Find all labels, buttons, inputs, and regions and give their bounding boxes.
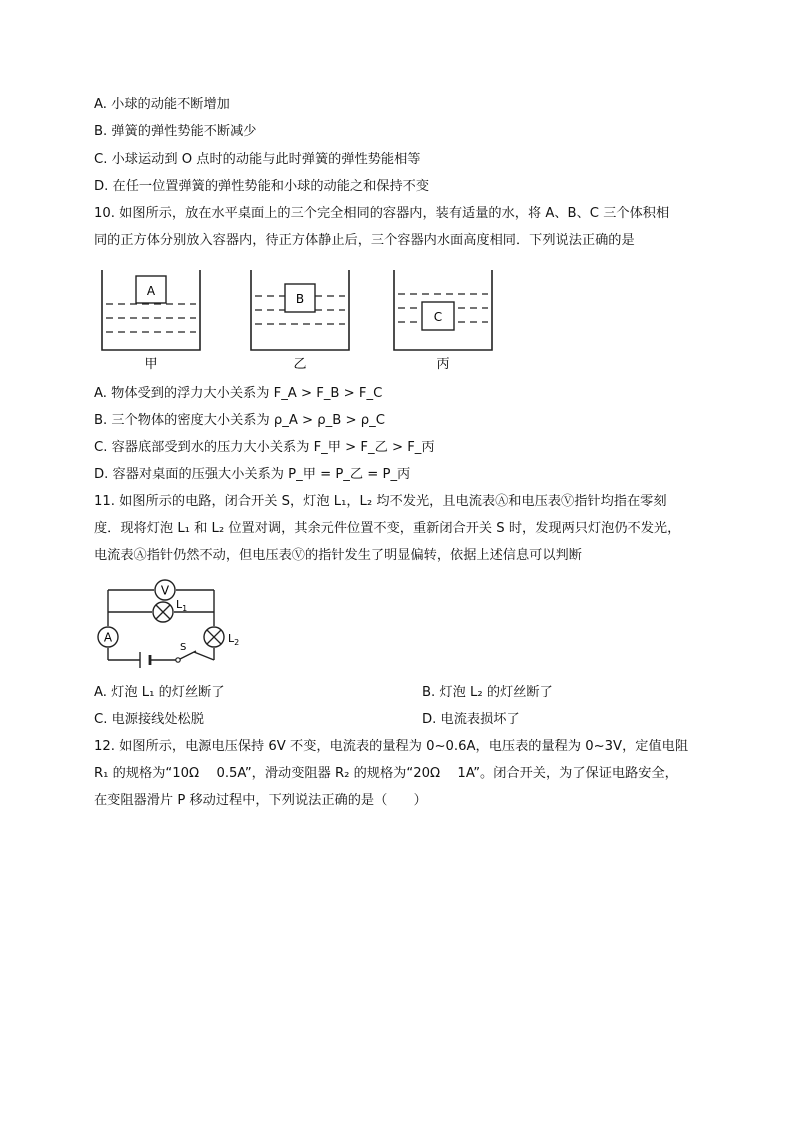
q9-option-d: D. 在任一位置弹簧的弹性势能和小球的动能之和保持不变	[94, 179, 430, 194]
q12-stem-line2: R₁ 的规格为“10Ω 0.5A”，滑动变阻器 R₂ 的规格为“20Ω 1A”。闭合开关，为了保证电路安全，	[94, 766, 678, 781]
containers-svg	[96, 266, 506, 374]
container-bing	[394, 270, 492, 350]
q11-stem-line3: 电流表Ⓐ指针仍然不动，但电压表Ⓥ的指针发生了明显偏转，依据上述信息可以判断	[94, 548, 582, 563]
block-c-label: C	[433, 310, 443, 324]
q10-option-d: D. 容器对桌面的压强大小关系为 P_甲 = P_乙 = P_丙	[94, 467, 411, 482]
container-yi	[251, 270, 349, 350]
switch-label: S	[180, 642, 187, 653]
q11-stem-line1: 11. 如图所示的电路，闭合开关 S，灯泡 L₁，L₂ 均不发光，且电流表Ⓐ和电压表Ⓥ指针均指在零刻	[94, 494, 667, 509]
q10-option-b: B. 三个物体的密度大小关系为 ρ_A > ρ_B > ρ_C	[94, 413, 385, 428]
lamp-l1-icon	[153, 602, 173, 622]
caption-jia: 甲	[144, 357, 158, 372]
lamp-l2-icon	[204, 627, 224, 647]
q9-option-b: B. 弹簧的弹性势能不断减少	[94, 124, 257, 139]
caption-yi: 乙	[293, 357, 307, 372]
q11-option-d: D. 电流表损坏了	[422, 712, 520, 727]
lamp-l1-label: $L_1$	[176, 598, 188, 613]
q11-option-b: B. 灯泡 L₂ 的灯丝断了	[422, 685, 553, 700]
block-b-label: B	[295, 292, 305, 306]
circuit-svg	[94, 574, 264, 670]
q11-stem-line2: 度．现将灯泡 L₁ 和 L₂ 位置对调，其余元件位置不变，重新闭合开关 S 时，发现两只灯泡仍不发光，	[94, 521, 681, 536]
q12-stem-line3: 在变阻器滑片 P 移动过程中，下列说法正确的是（ ）	[94, 793, 427, 808]
voltmeter-label: V	[160, 583, 170, 598]
q10-option-a: A. 物体受到的浮力大小关系为 F_A > F_B > F_C	[94, 386, 383, 401]
q12-stem-line1: 12. 如图所示，电源电压保持 6V 不变，电流表的量程为 0~0.6A，电压表的量程为 0~3V，定值电阻	[94, 739, 689, 754]
q9-option-a: A. 小球的动能不断增加	[94, 97, 230, 112]
q11-option-c: C. 电源接线处松脱	[94, 712, 204, 727]
q10-figure-containers	[96, 266, 506, 374]
q9-option-c: C. 小球运动到 O 点时的动能与此时弹簧的弹性势能相等	[94, 152, 421, 167]
q11-circuit-figure	[94, 574, 264, 670]
q10-stem-line2: 同的正方体分别放入容器内，待正方体静止后，三个容器内水面高度相同．下列说法正确的是	[94, 233, 635, 248]
q11-option-a: A. 灯泡 L₁ 的灯丝断了	[94, 685, 225, 700]
ammeter-label: A	[103, 630, 113, 645]
block-a-label: A	[146, 284, 156, 298]
battery-icon	[140, 652, 150, 668]
q10-stem-line1: 10. 如图所示，放在水平桌面上的三个完全相同的容器内，装有适量的水，将 A、B、C 三个体积相	[94, 206, 670, 221]
q10-option-c: C. 容器底部受到水的压力大小关系为 F_甲 > F_乙 > F_丙	[94, 440, 435, 455]
lamp-l2-label: $L_2$	[228, 632, 240, 647]
caption-bing: 丙	[436, 357, 450, 372]
container-jia	[102, 270, 200, 350]
